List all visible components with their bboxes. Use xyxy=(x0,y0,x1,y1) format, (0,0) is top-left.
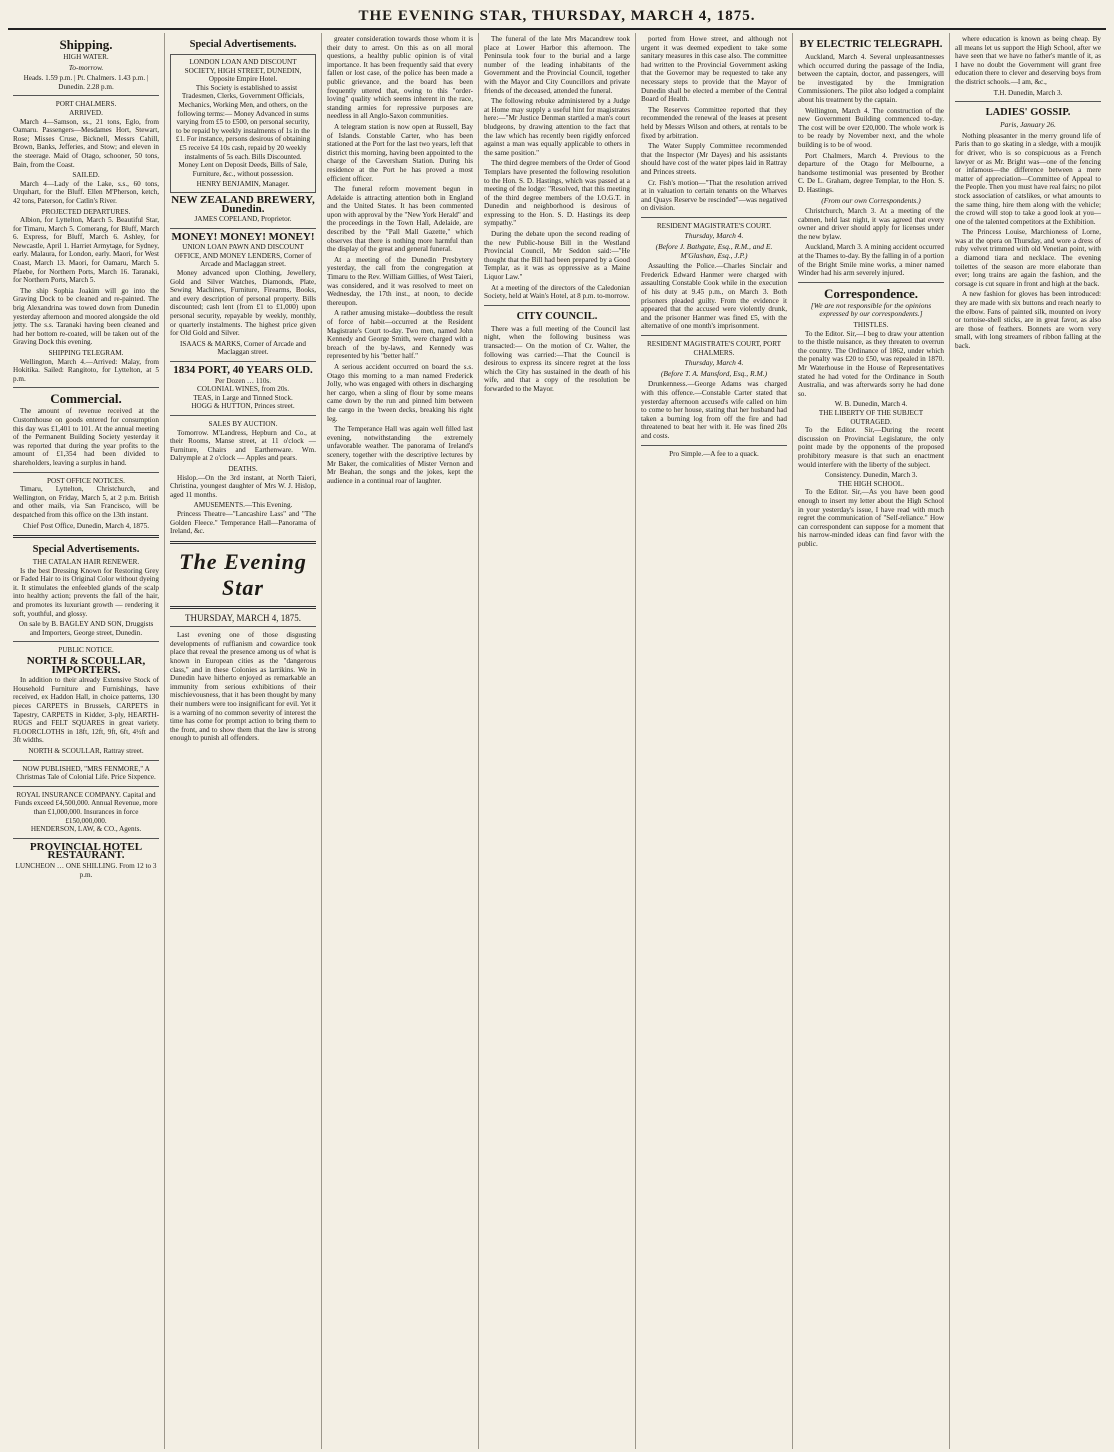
column-2 xyxy=(164,33,321,1449)
loan-society-signature: HENRY BENJAMIN, Manager. xyxy=(196,180,290,189)
column-1 xyxy=(8,33,164,1449)
loan-society-heading: LONDON LOAN AND DISCOUNT SOCIETY, HIGH STREET, DUNEDIN, Opposite Empire Hotel. xyxy=(184,58,302,84)
newspaper-title: The Evening Star xyxy=(179,548,307,600)
brewery-proprietor: JAMES COPELAND, Proprietor. xyxy=(194,215,292,224)
port-wine-price: Per Dozen … 110s. xyxy=(214,376,272,385)
article-paragraph: The third degree members of the Order of Good Templars have presented the following resolution to the Hon. S. D. Hastings, which was passed at a meeting of the lodge: "Resolved, that this meeting of the third degree members of the I.O.G.T. in Dunedin and neighborhood is desirous of expressing to the Hon. S. D. Hastings its deep sympathy." xyxy=(484,159,630,228)
divider xyxy=(13,472,159,473)
luncheon-text: LUNCHEON … ONE SHILLING. From 12 to 3 p.m. xyxy=(15,861,157,879)
amusements-text: Princess Theatre—"Lancashire Lass" and "The Golden Fleece." Temperance Hall—Panorama of Ireland, &c. xyxy=(170,509,316,536)
article-paragraph: The following rebuke administered by a Judge at Home may supply a useful hint for magistrates here:—"Mr Justice Denman startled a man's court bludgeons, by drawing attention to the fact that the law which has recently been rigidly enforced against a man was equally applicable to others in the same position." xyxy=(484,97,630,157)
divider xyxy=(484,305,630,306)
liberty-signature: Consistency. Dunedin, March 3. xyxy=(824,471,918,480)
telegram-item: Wellington, March 4. The construction of the new Government Building commenced to-day. The cost will be over £20,000. The whole work is to be ready by November next, and the whole building is to be of wood. xyxy=(798,106,944,149)
pawn-office-signature: ISAACS & MARKS, Corner of Arcade and Maclaggan street. xyxy=(180,339,306,357)
correspondence-heading: Correspondence. xyxy=(823,285,918,301)
article-paragraph: A serious accident occurred on board the s.s. Otago this morning to a man named Frederick Jolly, who was engaged with others in discharging her cargo, when a sling of flour by some means came down by the run and pinned him between the cargo in the 'tween decks, breaking his right leg. xyxy=(327,362,473,423)
deaths-text: Hislop.—On the 3rd instant, at North Taieri, Christina, youngest daughter of Mrs W. J. Hislop, aged 11 months. xyxy=(170,473,316,499)
ladies-gossip-heading: LADIES' GOSSIP. xyxy=(985,107,1071,119)
shipping-heading: Shipping. xyxy=(59,37,113,52)
article-paragraph: greater consideration towards those whom it is their duty to arrest. On this as on all moral questions, a healthy public opinion is of vital importance. It has been frequently said that every fallen or lost case, of the police has been made a public grievance, and the board has been frequently uttered that, owing to this "order-loving" quality which seems inherent in the race, standing armies for repressive purposes are needless in all Anglo-Saxon communities. xyxy=(327,35,473,121)
shipping-news: The ship Sophia Joakim will go into the Graving Dock to be cleaned and re-painted. The brig Alexandrina was towed down from Dunedin yesterday afternoon and moored alongside the old jetty. The s.s. Taranaki having been cleaned and had her bottom re-coated, will be taken out of the Graving Dock this evening. xyxy=(13,286,159,347)
tide-times: Heads. 1.59 p.m. | Pt. Chalmers. 1.43 p.m. | Dunedin. 2.28 p.m. xyxy=(23,74,149,91)
post-office-heading: POST OFFICE NOTICES. xyxy=(47,476,125,485)
divider xyxy=(170,606,316,609)
telegram-item: Port Chalmers, March 4. Previous to the departure of the Otago for Melbourne, a handsome testimonial was presented by Brother C. De L. Graham, degree Templar, to the Hon. S. D. Hastings. xyxy=(798,151,944,194)
article-paragraph: ported from Howe street, and although not urgent it was deemed expedient to take some sanitary measures in this case also. The committee had written to the Provincial Government asking that the Governor may be requested to take any necessary steps to provide that the Mayor of Dunedin shall be elected a member of the Central Board of Health. xyxy=(641,35,787,104)
teas-text: TEAS, in Large and Tinned Stock. xyxy=(193,393,293,402)
royal-insurance-agent: HENDERSON, LAW, & CO., Agents. xyxy=(30,825,142,834)
arrived-heading: ARRIVED. xyxy=(69,108,103,117)
article-paragraph: The Temperance Hall was again well filled last evening, notwithstanding the extremely unfavorable weather. The panorama of Ireland's scenery, together with the descriptive lectures by Mr Baker, the comicalities of Mister Vernon and Mr Beahan, the songs and the jokes, kept the audience in a continual roar of laughter. xyxy=(327,425,473,485)
article-paragraph: The Water Supply Committee recommended that the Inspector (Mr Dayes) and his assistants should have cost of the water pipes laid in Rattray and Princes streets. xyxy=(641,142,787,176)
shipping-telegram-heading: SHIPPING TELEGRAM. xyxy=(48,349,124,357)
divider xyxy=(13,95,159,96)
divider xyxy=(13,641,159,642)
issue-date: THURSDAY, MARCH 4, 1875. xyxy=(184,612,302,623)
money-heading: MONEY! MONEY! MONEY! xyxy=(171,230,315,243)
special-ads-heading-2: Special Advertisements. xyxy=(189,39,297,50)
arrivals-text: March 4—Samson, ss., 21 tons, Eglo, from Oamaru. Passengers—Mesdames Hort, Stewart, Rose; Misses Cruse, Bicknell, Messrs Cahill, Brown, Banks, Jefferies, and Stow; and eleven in the steerage. Maid of Otago, schooner, 50 tons, Bain, from the Coast. xyxy=(13,117,159,169)
divider xyxy=(170,361,316,362)
article-paragraph: At a meeting of the directors of the Caledonian Society, held at Wain's Hotel, at 8 p.m. to-morrow. xyxy=(484,283,630,301)
article-paragraph: where education is known as being cheap. By all means let us support the High School, after we have seen that we have no father's mantle of it, as I have no doubt the Government will grant free education there to clever and deserving boys from the district schools.—I am, &c., xyxy=(955,35,1101,86)
pc-court-bench: (Before T. A. Mansford, Esq., R.M.) xyxy=(660,368,768,378)
gossip-text: The Princess Louise, Marchioness of Lorne, was at the opera on Thursday, and wore a dress of ruby velvet trimmed with old Venetian point, with a diamond tiara and necklace. The evening toilettes of the season are more elaborate than ever; long trains are again the fashion, and the corsage is cut square in front and high at the back. xyxy=(955,228,1101,288)
shipping-telegram-text: Wellington, March 4.—Arrived: Malay, from Hokitika. Sailed: Rangitoto, for Lyttelton, at 5 p.m. xyxy=(13,357,159,383)
commercial-heading: Commercial. xyxy=(50,391,122,407)
correspondence-note: [We are not responsible for the opinions expressed by our correspondents.] xyxy=(810,300,932,319)
divider xyxy=(170,626,316,627)
telegraph-heading: BY ELECTRIC TELEGRAPH. xyxy=(799,39,943,50)
pc-court-text: Drunkenness.—George Adams was charged with this offence.—Constable Carter stated that yesterday afternoon accused's wife called on him to come to her house, stating that her husband had taken a burning log from off the fire and had threatened to beat her with it. He was fined 20s and costs. xyxy=(641,380,787,440)
commercial-text: The amount of revenue received at the Customhouse on goods entered for consumption this day was £1,401 to 101. At the annual meeting of the Permanent Building Society yesterday it was reported that during the year profits to the amount of £1,354 had been divided to shareholders, leaving a surplus in hand. xyxy=(13,407,159,467)
article-paragraph: A rather amusing mistake—doubtless the result of force of habit—occurred at the Resident Magistrate's Court to-day. Two men, named John Kennedy and George Smith, were charged with a breach of the by-laws, and Kennedy was represented by his "better half." xyxy=(327,309,473,361)
column-footer: Pro Simple.—A fee to a quack. xyxy=(669,449,759,458)
public-notice-heading: PUBLIC NOTICE. xyxy=(58,646,114,655)
pc-court-heading: RESIDENT MAGISTRATE'S COURT, PORT CHALMERS. xyxy=(647,340,781,357)
sales-heading: SALES BY AUCTION. xyxy=(208,419,278,428)
divider xyxy=(13,838,159,839)
loan-society-ad xyxy=(170,54,316,193)
projected-heading: PROJECTED DEPARTURES. xyxy=(41,207,131,216)
article-paragraph: The funeral reform movement begun in Adelaide is attracting attention both in England and the United States. It has been commented upon with approval by the "New York Herald" and the proceedings in the Town Hall, Adelaide, are described by the "Pall Mall Gazette," which observes that there is nothing more harmful than the display of the great and general funeral. xyxy=(327,185,473,254)
column-7 xyxy=(949,33,1106,1449)
gossip-dateline: Paris, January 26. xyxy=(1000,120,1056,130)
article-paragraph: A telegram station is now open at Russell, Bay of Islands. Constable Carter, who has been stationed at the Port for the last two years, left that district this morning, having been appointed to the charge of the Caversham Station. During his residence at the Port he has proved a most efficient officer. xyxy=(327,122,473,183)
sailings-text: March 4—Lady of the Lake, s.s., 60 tons, Urquhart, for the Bluff. Ellen M'Pherson, ketch, 42 tons, Paterson, for Catlin's River. xyxy=(13,179,159,205)
loan-society-text: This Society is established to assist Tradesmen, Clerks, Government Officials, Mechanics, Working Men, and others, on the following terms:— Money Advanced in sums varying from £5 to £500, on personal security, to be repaid by weekly instalments of 1s in the £1. For instance, persons desirous of obtaining £5 receive £4 10s cash, repaid by 20 weekly instalments of 5s each. Bills Discounted. Money Lent on Deposit Deeds, Bills of Sale, Furniture, &c., without possession. xyxy=(175,83,311,178)
thistles-letter: To the Editor. Sir,—I beg to draw your attention to the thistle nuisance, as they threaten to overrun the country. The Ordinance of 1862, under which the penalty was £20 to £50, was repealed in 1870. Mr Waterhouse in the House of Representatives stated he had voted for the Ordinance in South Australia, and was afterwards sorry he had done so. xyxy=(798,329,944,398)
published-notice: NOW PUBLISHED, "MRS FENMORE," A Christmas Tale of Colonial Life. Price Sixpence. xyxy=(16,764,156,782)
city-council-heading: CITY COUNCIL. xyxy=(516,310,598,322)
thistles-heading: THISTLES. xyxy=(853,321,889,330)
high-school-heading: THE HIGH SCHOOL. xyxy=(837,479,905,488)
divider xyxy=(13,387,159,388)
gossip-text: A new fashion for gloves has been introduced: they are made with six buttons and reach nearly to the elbow. Fans of painted silk, mounted on ivory or tortoise-shell sticks, are in great favor, as also are those of feathers. Bonnets are worn very small, with long streamers of ribbon falling at the back. xyxy=(955,290,1101,350)
rm-court-text: Assaulting the Police.—Charles Sinclair and Frederick Edward Hanmer were charged with assaulting Constable Cook while in the execution of his duty at 9.45 p.m., on March 3. Both prisoners pleaded guilty. From the evidence it appeared that the accused were violently drunk, and the prisoner Hanmer was fined £5, with the alternative of one month's imprisonment. xyxy=(641,262,787,331)
deaths-heading: DEATHS. xyxy=(228,464,258,473)
rm-court-date: Thursday, March 4. xyxy=(684,231,744,241)
brewery-heading: NEW ZEALAND BREWERY, Dunedin. xyxy=(171,193,315,215)
sailed-heading: SAILED. xyxy=(72,171,100,180)
telegram-note: (From our own Correspondents.) xyxy=(821,195,921,205)
article-paragraph: At a meeting of the Dunedin Presbytery yesterday, the call from the congregation at Timaru to the Rev. William Gillies, of West Taieri, was considered, and it was resolved to meet on Wednesday, the 17th inst., at noon, to decide thereupon. xyxy=(327,255,473,307)
columns xyxy=(8,33,1106,1449)
rm-court-bench: (Before J. Bathgate, Esq., R.M., and E. M'Glashan, Esq., J.P.) xyxy=(655,242,773,260)
divider xyxy=(641,217,787,218)
divider xyxy=(170,541,316,544)
divider xyxy=(170,415,316,416)
port-wine-heading: 1834 PORT, 40 YEARS OLD. xyxy=(173,364,313,376)
sales-text: Tomorrow. M'Landress, Hepburn and Co., at their Rooms, Manse street, at 11 o'clock — Furniture, Chairs and Earthenware. Wm. Dalrymple at 2 o'clock — Apples and pears. xyxy=(170,428,316,463)
royal-insurance-ad: ROYAL INSURANCE COMPANY. Capital and Funds exceed £4,500,000. Annual Revenue, more than £1,000,000. Insurances in force £150,000,000. xyxy=(14,790,158,825)
divider xyxy=(170,228,316,229)
amusements-heading: AMUSEMENTS.—This Evening. xyxy=(193,501,293,510)
article-paragraph: During the debate upon the second reading of the new Public-house Bill in the Westland Provincial Council, Mr Seddon said:—"He thought that the Bill had been prepared by a Good Templar, as it was as oppressive as a Maine Liquor Law." xyxy=(484,230,630,282)
hair-renewer-text: Is the best Dressing Known for Restoring Grey or Faded Hair to its Original Color without dyeing it. It stimulates the enfeebled glands of the scalp into healthy action; prevents the fall of the hair, and promotes its luxuriant growth — rendering it soft, youthful, and glossy. xyxy=(13,566,159,618)
scoullar-signature: NORTH & SCOULLAR, Rattray street. xyxy=(28,746,144,755)
hair-renewer-heading: THE CATALAN HAIR RENEWER. xyxy=(32,558,140,567)
masthead xyxy=(8,0,1106,30)
post-office-text: Timaru, Lyttelton, Christchurch, and Wellington, on Friday, March 5, at 2 p.m. British and other mails, via San Francisco, will be despatched from this office on the 13th instant. xyxy=(13,485,159,519)
divider xyxy=(641,445,787,446)
article-paragraph: Cr. Fish's motion—"That the resolution arrived at in valuation to certain tenants on the Wharves and Quays Reserve be rescinded"—was negatived on division. xyxy=(641,178,787,213)
column-5 xyxy=(635,33,792,1449)
hair-renewer-agent: On sale by B. BAGLEY AND SON, Druggists and Importers, George street, Dunedin. xyxy=(18,620,154,637)
hogg-hutton: HOGG & HUTTON, Princes street. xyxy=(191,402,295,411)
gossip-text: Nothing pleasanter in the merry ground life of Paris than to go skating in a sledge, with a moujik for driver, who is so conspicuous as a French lawyer or as Mr. Bright was—one of the fencing or infamous—the difference between a mere matter of appreciation—Committee of Appeal to the People. Then you must have real fairs; no pilot stock association of catslikes, or what amounts to the same thing, hire them along with the vehicle; the crowd will stop to take a good look at you—one of the talented competitors at the Exhibition. xyxy=(955,131,1101,226)
departures-text: Albion, for Lyttelton, March 5. Beautiful Star, for Timaru, March 5. Comerang, for Bluff, March 6. Express, for Bluff, March 6. Ashley, for Newcastle, April 1. Harriet Armytage, for Sydney, early. Malaura, for London, early. Maori, for West Coast, March 13. Maori, for Oamaru, March 5. Pfaebe, for Northern Ports, March 16. Taranaki, for Northern Ports, March 5. xyxy=(13,216,159,285)
divider xyxy=(13,760,159,761)
masthead-title: THE EVENING STAR, THURSDAY, MARCH 4, 1875. xyxy=(358,8,756,24)
telegram-item: Auckland, March 4. Several unpleasantnesses which occurred during the passage of the India, between the captain, doctor, and passengers, will be investigated by the Immigration Commissioners. The pilot also lodged a complaint about his treatment by the captain. xyxy=(798,53,944,104)
leader-article: Last evening one of those disgusting developments of ruffianism and cowardice took place that reveal the presence among us of what is known in European cities as the "dangerous class," and in these Colonies as larrikins. We in Dunedin have hitherto enjoyed as remarkable an immunity from serious exhibitions of their mischievousness, that it has been thought by many their numbers were too insignificant for evil. Yet it is a warning of no common severity of interest the time has come for prompt action to bring them to the front, and to show them that the law is strong enough to punish all offenders. xyxy=(170,631,316,743)
article-paragraph: The Reserves Committee reported that they recommended the renewal of the leases at present held by Messrs Wilson and others, at rentals to be fixed by arbitration. xyxy=(641,105,787,140)
pawn-office-text: Money advanced upon Clothing, Jewellery, Gold and Silver Watches, Diamonds, Plate, Sewing Machines, Furniture, Firearms, Books, and every description of personal property. Bills discounted; cash lent (from £1 to £1,000) upon personal security, repayable by weekly, monthly, or quarterly instalments. The highest price given for Old Gold and Silver. xyxy=(170,269,316,338)
telegram-item: Auckland, March 3. A mining accident occurred at the Thames to-day. By the falling in of a portion of the Bright Smile mine works, a miner named Winder had his arm severely injured. xyxy=(798,243,944,278)
column-4 xyxy=(478,33,635,1449)
high-water-heading: HIGH WATER. xyxy=(63,53,109,61)
city-council-text: There was a full meeting of the Council last night, when the following business was transacted:— On the motion of Cr. Walter, the following was carried:—That the Council is desirous to express its sincere regret at the loss which the City has sustained in the death of his wife, and that a copy of the resolution be forwarded to the Mayor. xyxy=(484,324,630,393)
liberty-heading: THE LIBERTY OF THE SUBJECT OUTRAGED. xyxy=(818,408,924,426)
provincial-hotel-heading: PROVINCIAL HOTEL RESTAURANT. xyxy=(29,840,143,862)
divider xyxy=(798,282,944,283)
pc-court-date: Thursday, March 4. xyxy=(684,358,744,368)
thistles-signature: W. B. Dunedin, March 4. xyxy=(834,400,908,409)
divider xyxy=(13,535,159,538)
post-office-signature: Chief Post Office, Dunedin, March 4, 1875. xyxy=(22,521,150,530)
rm-court-heading: RESIDENT MAGISTRATE'S COURT. xyxy=(656,221,772,230)
high-school-letter: To the Editor. Sir,—As you have been good enough to insert my letter about the High School in your yesterday's issue, I have read with much regret the communication of "Self-reliance." How can correspondent can suppose for a moment that his narrow-minded ideas can find favor with the public. xyxy=(798,488,944,548)
liberty-letter: To the Editor. Sir,—During the recent discussion on Provincial Legislature, the only point made by the opponents of the proposed prohibitory measure is that such an enactment would interfere with the liberty of the subject. xyxy=(798,426,944,469)
divider xyxy=(13,786,159,787)
article-paragraph: The funeral of the late Mrs Macandrew took place at Lower Harbor this afternoon. The Peninsula took four to the burial and a large number of the leading inhabitants of the Government and the Provincial Council, together with the Mayor and City Councillors and private friends of the deceased, attended the funeral. xyxy=(484,35,630,95)
pawn-office-heading: UNION LOAN PAWN AND DISCOUNT OFFICE, AND MONEY LENDERS, Corner of Arcade and Maclaggan street. xyxy=(174,243,312,269)
divider xyxy=(955,101,1101,102)
divider xyxy=(641,335,787,336)
tomorrow-label: To-morrow. xyxy=(68,62,104,72)
column-3 xyxy=(321,33,478,1449)
scoullar-heading: NORTH & SCOULLAR, IMPORTERS. xyxy=(26,655,146,676)
port-chalmers-heading: PORT CHALMERS. xyxy=(55,100,117,109)
letter-signature: T.H. Dunedin, March 3. xyxy=(993,88,1063,97)
scoullar-text: In addition to their already Extensive Stock of Household Furniture and Furnishings, have received, ex Haddon Hall, in choice patterns, 130 pieces CARPETS in Brussels, CARPETS in Tapestry, CARPETS in Kidder, 3-ply, HEARTH-RUGS and FELT SQUARES in great variety. FLOORCLOTHS in 18ft, 12ft, 9ft, 6ft, 4½ft and 3ft widths. xyxy=(13,676,159,745)
colonial-wines: COLONIAL WINES, from 20s. xyxy=(196,385,290,394)
telegram-item: Christchurch, March 3. At a meeting of the cabmen, held last night, it was agreed that every owner and driver should apply for licenses under the new bylaw. xyxy=(798,207,944,241)
special-ads-heading: Special Advertisements. xyxy=(32,544,140,556)
column-6 xyxy=(792,33,949,1449)
